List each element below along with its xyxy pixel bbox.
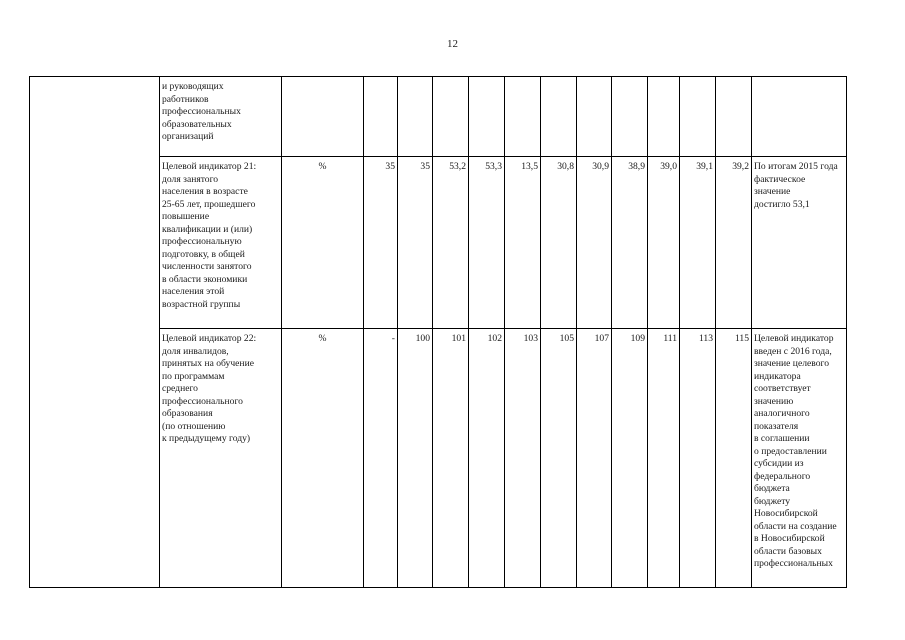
table-row xyxy=(30,77,847,157)
value-cell: 107 xyxy=(577,329,612,588)
note-cell: Целевой индикатор введен с 2016 года, значение целевого индикатора соответствует значению аналогичного показателя в соглашении о предоставлении субсидии из федерального бюджета бюджету Новосибирской области на создание в Новосибирской области базовых профессиональных xyxy=(752,329,847,588)
value-cell: 101 xyxy=(433,329,469,588)
value-cell xyxy=(433,77,469,157)
value-cell: 103 xyxy=(505,329,541,588)
page-number: 12 xyxy=(447,38,458,50)
indicator-name-cell: и руководящих работников профессиональных образовательных организаций xyxy=(160,77,282,157)
value-cell xyxy=(577,77,612,157)
indicator-name-cell: Целевой индикатор 22: доля инвалидов, принятых на обучение по программам среднего профессионального образования (по отношению к предыдущему году) xyxy=(160,329,282,588)
value-cell: 105 xyxy=(541,329,577,588)
value-cell xyxy=(364,77,398,157)
value-cell: 102 xyxy=(469,329,505,588)
value-cell xyxy=(716,77,752,157)
value-cell: 30,9 xyxy=(577,157,612,329)
value-cell: 39,2 xyxy=(716,157,752,329)
indicator-name-cell: Целевой индикатор 21: доля занятого населения в возрасте 25-65 лет, прошедшего повышение квалификации и (или) профессиональную подготовку, в общей численности занятого в области экономики населения этой возрастной группы xyxy=(160,157,282,329)
value-cell: 38,9 xyxy=(612,157,648,329)
value-cell: 115 xyxy=(716,329,752,588)
value-cell: 39,1 xyxy=(680,157,716,329)
value-cell: 113 xyxy=(680,329,716,588)
value-cell: 100 xyxy=(398,329,433,588)
value-cell xyxy=(469,77,505,157)
value-cell: 53,3 xyxy=(469,157,505,329)
note-cell: По итогам 2015 года фактическое значение достигло 53,1 xyxy=(752,157,847,329)
section-cell xyxy=(30,77,160,588)
indicator-table xyxy=(29,76,847,588)
value-cell xyxy=(648,77,680,157)
unit-cell: % xyxy=(282,157,364,329)
unit-cell: % xyxy=(282,329,364,588)
value-cell: 53,2 xyxy=(433,157,469,329)
note-cell xyxy=(752,77,847,157)
unit-cell xyxy=(282,77,364,157)
value-cell: 109 xyxy=(612,329,648,588)
value-cell: 39,0 xyxy=(648,157,680,329)
value-cell xyxy=(680,77,716,157)
value-cell: 35 xyxy=(398,157,433,329)
value-cell xyxy=(398,77,433,157)
value-cell xyxy=(505,77,541,157)
value-cell xyxy=(612,77,648,157)
value-cell: - xyxy=(364,329,398,588)
value-cell: 111 xyxy=(648,329,680,588)
value-cell: 35 xyxy=(364,157,398,329)
value-cell: 13,5 xyxy=(505,157,541,329)
value-cell: 30,8 xyxy=(541,157,577,329)
value-cell xyxy=(541,77,577,157)
